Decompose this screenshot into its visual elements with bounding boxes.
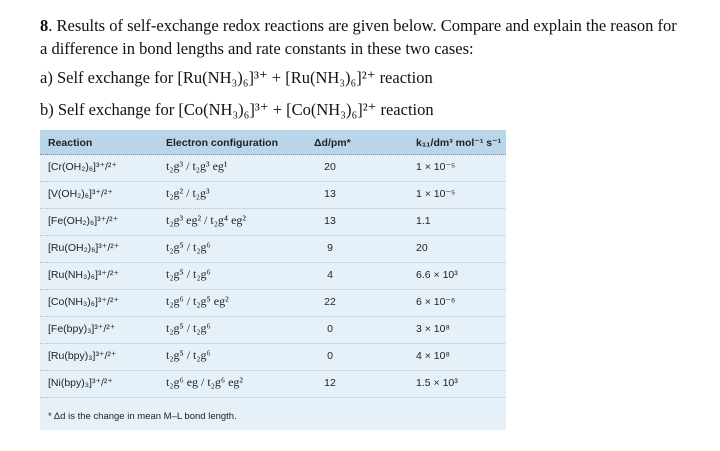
cell-delta-d: 22 [324,296,336,308]
cell-config: t₂g³ eg² / t₂g⁴ eg² [166,213,246,227]
table-row [40,182,506,209]
cell-config: t₂g⁵ / t₂g⁶ [166,240,211,254]
question-number: 8 [40,16,49,35]
cell-rate-constant: 1 × 10⁻⁵ [416,161,456,173]
cell-rate-constant: 1.5 × 10³ [416,377,458,389]
part-a: a) Self exchange for [Ru(NH₃)₆]³⁺ + [Ru(NH₃)₆]²⁺ reaction [40,68,433,87]
cell-reaction: [Cr(OH₂)₆]³⁺/²⁺ [48,161,117,173]
question-line-1 [40,14,700,37]
cell-delta-d: 13 [324,215,336,227]
cell-reaction: [Ru(OH₂)₆]³⁺/²⁺ [48,242,120,254]
self-exchange-table [40,130,506,430]
table-row [40,155,506,182]
cell-config: t₂g⁵ / t₂g⁶ [166,348,211,362]
cell-delta-d: 0 [327,323,333,335]
header-reaction: Reaction [48,137,93,149]
table-row [40,236,506,263]
table-row [40,263,506,290]
cell-reaction: [Co(NH₃)₆]³⁺/²⁺ [48,296,119,308]
cell-reaction: [Ni(bpy)₃]³⁺/²⁺ [48,377,113,389]
cell-config: t₂g³ / t₂g³ eg¹ [166,159,228,173]
table-row [40,317,506,344]
cell-rate-constant: 3 × 10⁸ [416,323,450,335]
cell-config: t₂g⁵ / t₂g⁶ [166,267,211,281]
table-footnote: * Δd is the change in mean M–L bond length. [48,411,237,422]
header-delta-d: Δd/pm* [314,137,351,149]
cell-config: t₂g⁶ eg / t₂g⁶ eg² [166,375,243,389]
cell-rate-constant: 1 × 10⁻⁵ [416,188,456,200]
cell-rate-constant: 20 [416,242,428,254]
question-line-2: a difference in bond lengths and rate constants in these two cases: [40,39,474,58]
cell-config: t₂g⁶ / t₂g⁵ eg² [166,294,229,308]
cell-rate-constant: 1.1 [416,215,431,227]
cell-config: t₂g⁵ / t₂g⁶ [166,321,211,335]
cell-delta-d: 13 [324,188,336,200]
cell-delta-d: 0 [327,350,333,362]
cell-reaction: [Fe(OH₂)₆]³⁺/²⁺ [48,215,119,227]
cell-rate-constant: 6.6 × 10³ [416,269,458,281]
header-rate-constant: k₁₁/dm³ mol⁻¹ s⁻¹ [416,137,502,149]
cell-delta-d: 12 [324,377,336,389]
cell-delta-d: 9 [327,242,333,254]
table-header [40,130,506,155]
table-row [40,344,506,371]
cell-rate-constant: 4 × 10⁸ [416,350,450,362]
cell-delta-d: 20 [324,161,336,173]
header-electron-config: Electron configuration [166,137,279,149]
cell-reaction: [V(OH₂)₆]³⁺/²⁺ [48,188,113,200]
cell-reaction: [Ru(bpy)₃]³⁺/²⁺ [48,350,117,362]
cell-rate-constant: 6 × 10⁻⁶ [416,296,456,308]
cell-config: t₂g² / t₂g³ [166,186,210,200]
part-b: b) Self exchange for [Co(NH₃)₆]³⁺ + [Co(NH₃)₆]²⁺ reaction [40,100,434,119]
question-text [40,14,700,60]
cell-delta-d: 4 [327,269,333,281]
table-row [40,371,506,398]
table-row [40,290,506,317]
table-row [40,209,506,236]
cell-reaction: [Fe(bpy)₃]³⁺/²⁺ [48,323,116,335]
cell-reaction: [Ru(NH₃)₆]³⁺/²⁺ [48,269,119,281]
question-line-1-text: . Results of self-exchange redox reactions are given below. Compare and explain the reason for [48,16,677,35]
